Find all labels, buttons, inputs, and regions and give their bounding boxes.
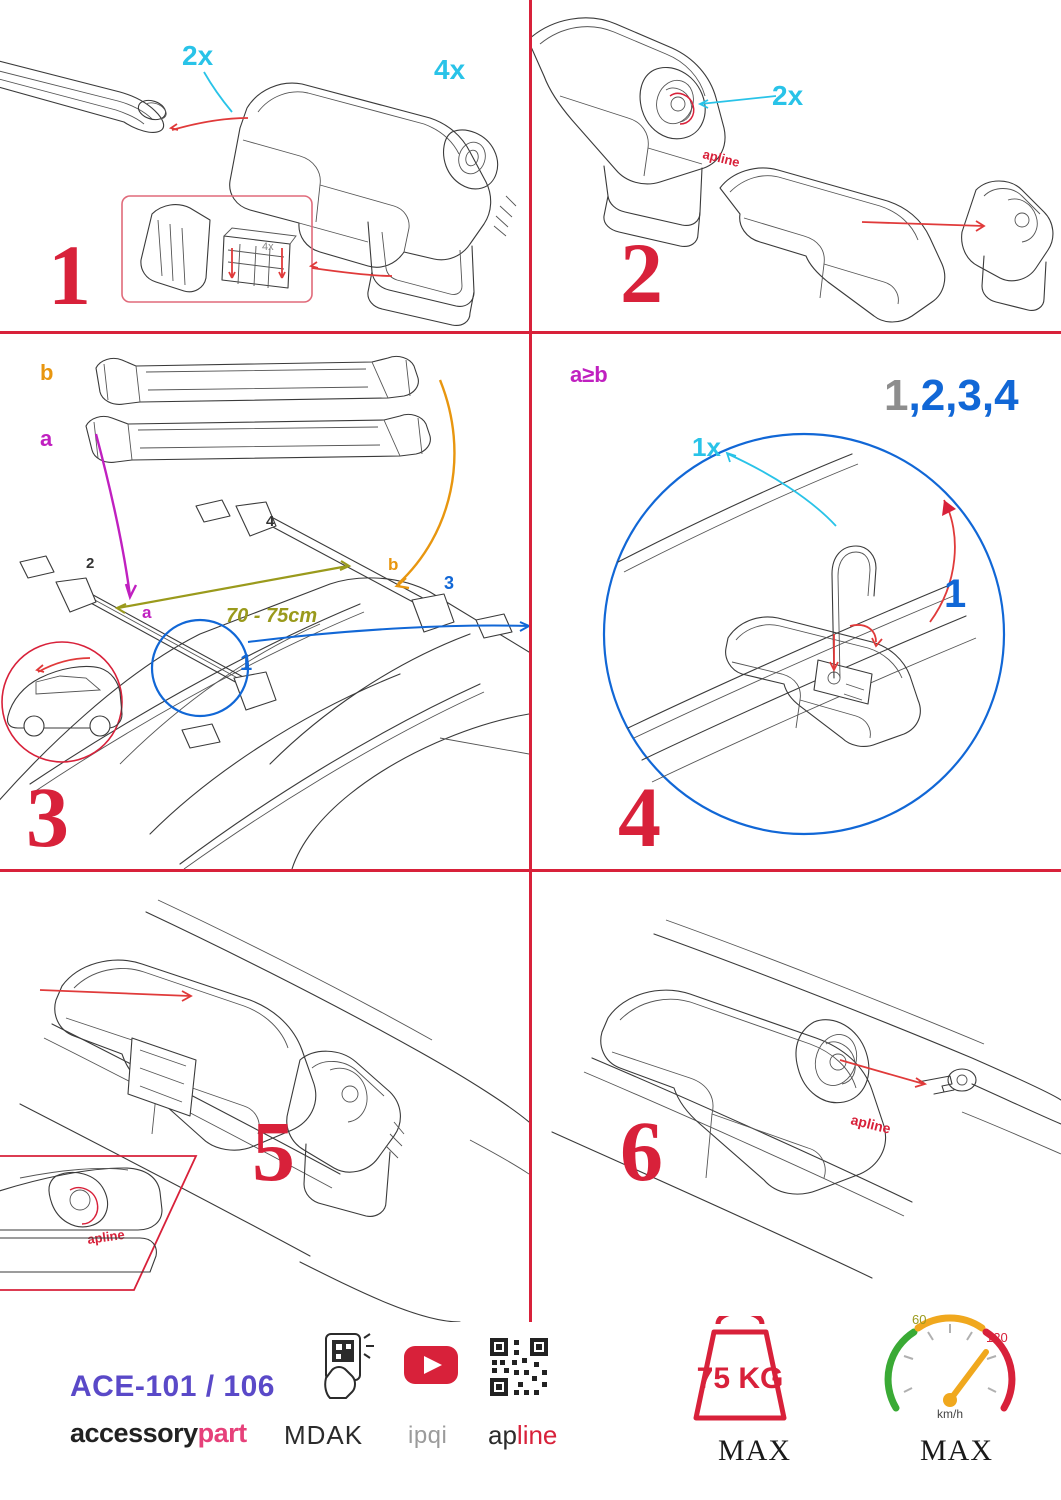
label-b-top: b [40, 360, 54, 385]
svg-text:4x: 4x [262, 241, 274, 253]
label-position-4: 4 [266, 513, 275, 530]
brand-apline-b: line [516, 1420, 558, 1450]
brand-ipqi: ipqi [408, 1422, 448, 1449]
speed-tick-120: 120 [986, 1330, 1008, 1345]
callout-2x-key: 2x [772, 80, 804, 111]
step-2-panel [532, 0, 1061, 331]
sequence-rest: ,2,3,4 [908, 371, 1019, 420]
brand-accessorypart [70, 1418, 247, 1449]
brand-accessorypart-a: accessory [70, 1418, 198, 1448]
brand-mdak: MDAK [284, 1420, 364, 1450]
label-tighten-order-1: 1 [944, 572, 967, 616]
qr-hand-icon [325, 1334, 374, 1398]
speed-max-label: MAX [920, 1434, 994, 1467]
label-b-roof: b [388, 555, 399, 574]
step-6-panel [532, 872, 1061, 1322]
label-a-bottom: a [40, 426, 53, 451]
label-position-2: 2 [86, 555, 95, 572]
weight-value: 75 KG [696, 1362, 784, 1395]
callout-4x-foot: 4x [434, 54, 466, 85]
footer-icons [318, 1332, 558, 1402]
svg-text:apline: apline [849, 1111, 893, 1137]
speed-limit-icon-wrap [880, 1300, 1020, 1430]
weight-limit-icon-wrap [680, 1316, 810, 1426]
speedometer-icon [880, 1300, 1020, 1430]
label-distance: 70 - 75cm [226, 605, 318, 627]
svg-text:apline: apline [86, 1226, 126, 1247]
svg-text:apline: apline [701, 146, 742, 171]
weight-icon [680, 1316, 810, 1426]
sequence-first: 1 [884, 371, 909, 420]
brand-apline-a: ap [488, 1420, 517, 1450]
step-5-panel [0, 872, 529, 1322]
label-position-3: 3 [444, 573, 455, 593]
brand-apline [488, 1420, 557, 1451]
speed-unit: km/h [936, 1407, 964, 1421]
step-2-illustration [532, 0, 1061, 331]
speed-tick-60: 60 [912, 1312, 927, 1327]
step-4-panel [532, 334, 1061, 869]
step-5-illustration [0, 872, 529, 1322]
step-number-4: 4 [618, 769, 659, 865]
qr-code-icon [490, 1338, 548, 1396]
step-3-illustration [0, 334, 529, 869]
youtube-icon [404, 1346, 458, 1384]
callout-2x-bar: 2x [182, 40, 214, 71]
weight-max-label: MAX [718, 1434, 792, 1467]
step-3-panel [0, 334, 529, 869]
step-6-illustration [532, 872, 1061, 1322]
callout-1x-key: 1x [692, 432, 721, 462]
label-tighten-sequence [884, 371, 1019, 420]
label-a-roof: a [142, 603, 152, 622]
label-a-ge-b: a≥b [570, 362, 608, 387]
step-number-3: 3 [26, 769, 67, 865]
step-number-2: 2 [620, 225, 661, 321]
step-1-panel [0, 0, 529, 331]
brand-accessorypart-b: part [197, 1418, 247, 1448]
model-code: ACE-101 / 106 [70, 1370, 275, 1403]
step-number-1: 1 [48, 227, 89, 323]
step-number-6: 6 [620, 1103, 661, 1199]
step-number-5: 5 [252, 1103, 293, 1199]
label-position-1: 1 [240, 650, 253, 675]
